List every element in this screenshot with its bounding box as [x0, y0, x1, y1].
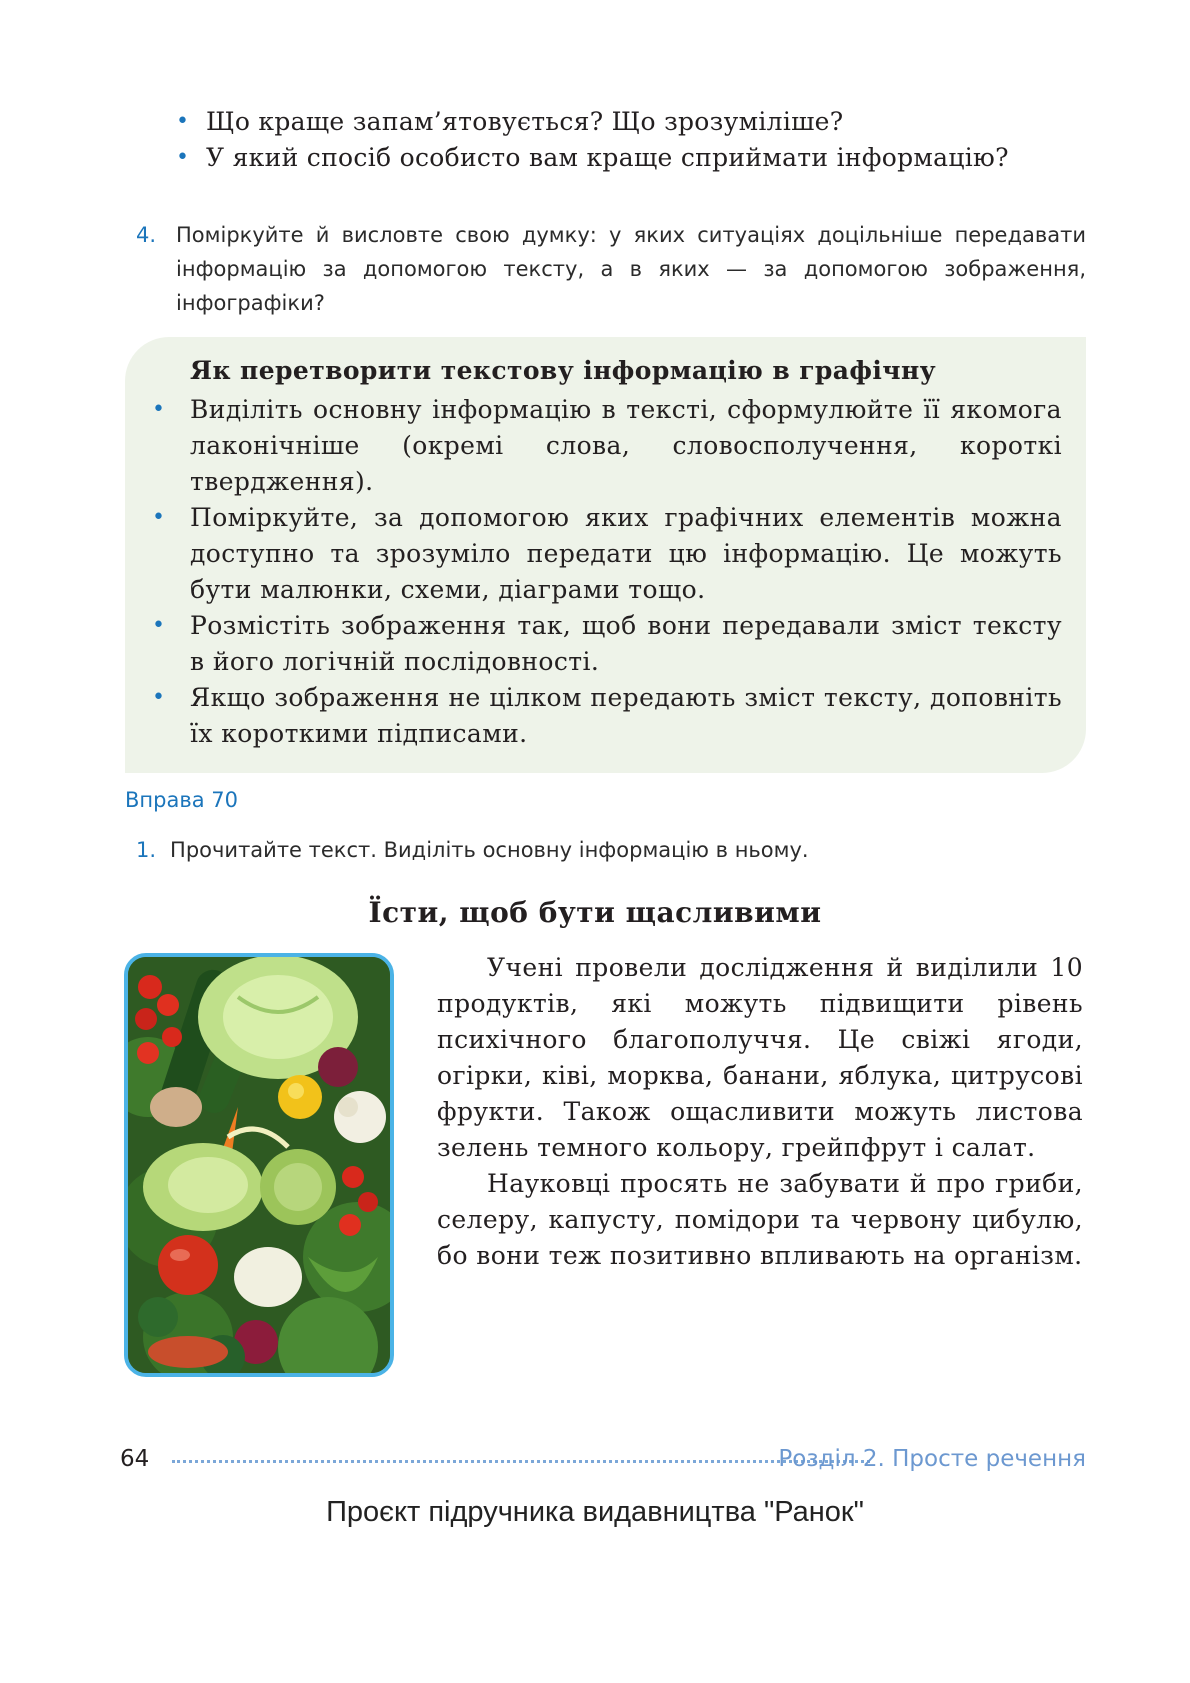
list-item-text: Виділіть основну інформацію в тексті, сформулюйте її якомога лаконічніше (окремі слова, словосполучення, короткі твердження). [190, 395, 1062, 496]
exercise-heading: Вправа 70 [125, 788, 238, 812]
task-number: 1. [136, 838, 157, 862]
list-item-text: Розмістіть зображення так, щоб вони передавали зміст тексту в його логічній послідовності. [190, 611, 1062, 676]
section-name: Розділ 2. Просте речення [778, 1446, 1086, 1472]
question-number: 4. [136, 223, 157, 247]
list-item [152, 608, 1062, 680]
vegetables-illustration [128, 957, 390, 1373]
list-item-text: У який спосіб особисто вам краще сприймати інформацію? [206, 143, 1009, 172]
bullet-icon: • [176, 109, 190, 134]
list-item [176, 104, 1086, 140]
question-4 [136, 218, 1086, 320]
watermark-text: Проєкт підручника видавництва "Ранок" [326, 1496, 864, 1528]
article-title: Їсти, щоб бути щасливими [368, 896, 822, 929]
list-item [152, 680, 1062, 752]
vegetables-photo [124, 953, 394, 1377]
list-item [176, 140, 1086, 176]
article-paragraph: Учені провели дослідження й виділили 10 продуктів, які можуть підвищити рівень психічного благополуччя. Це свіжі ягоди, огірки, ківі, морква, банани, яблука, цитрусові фрукти. Також ощасливити можуть листова зелень темного кольору, грейпфрут і салат. [437, 953, 1083, 1162]
list-item-text: Поміркуйте, за допомогою яких графічних елементів можна доступно та зрозуміло передати цю інформацію. Це можуть бути малюнки, схеми, діаграми тощо. [190, 503, 1062, 604]
bullet-icon: • [152, 397, 166, 422]
info-box-list [152, 392, 1062, 752]
page-footer [120, 1446, 1086, 1476]
exercise-task [136, 838, 809, 862]
list-item [152, 392, 1062, 500]
bullet-icon: • [152, 685, 166, 710]
article-body [437, 950, 1083, 1274]
article-paragraph: Науковці просять не забувати й про гриби, селеру, капусту, помідори та червону цибулю, бо вони теж позитивно впливають на організм. [437, 1169, 1083, 1270]
page-number: 64 [120, 1446, 150, 1472]
list-item-text: Якщо зображення не цілком передають зміст тексту, доповніть їх короткими підписами. [190, 683, 1062, 748]
dotted-leader [172, 1460, 870, 1463]
question-text: Поміркуйте й висловте свою думку: у яких ситуаціях доцільніше передавати інформацію за допомогою тексту, а в яких — за допомогою зображення, інфографіки? [176, 223, 1086, 315]
bullet-icon: • [152, 505, 166, 530]
list-item [152, 500, 1062, 608]
bullet-icon: • [176, 145, 190, 170]
bullet-icon: • [152, 613, 166, 638]
top-bullet-list [176, 104, 1086, 176]
task-text: Прочитайте текст. Виділіть основну інформацію в ньому. [170, 838, 809, 862]
list-item-text: Що краще запам’ятовується? Що зрозуміліше? [206, 107, 844, 136]
info-box-title: Як перетворити текстову інформацію в графічну [190, 356, 937, 385]
